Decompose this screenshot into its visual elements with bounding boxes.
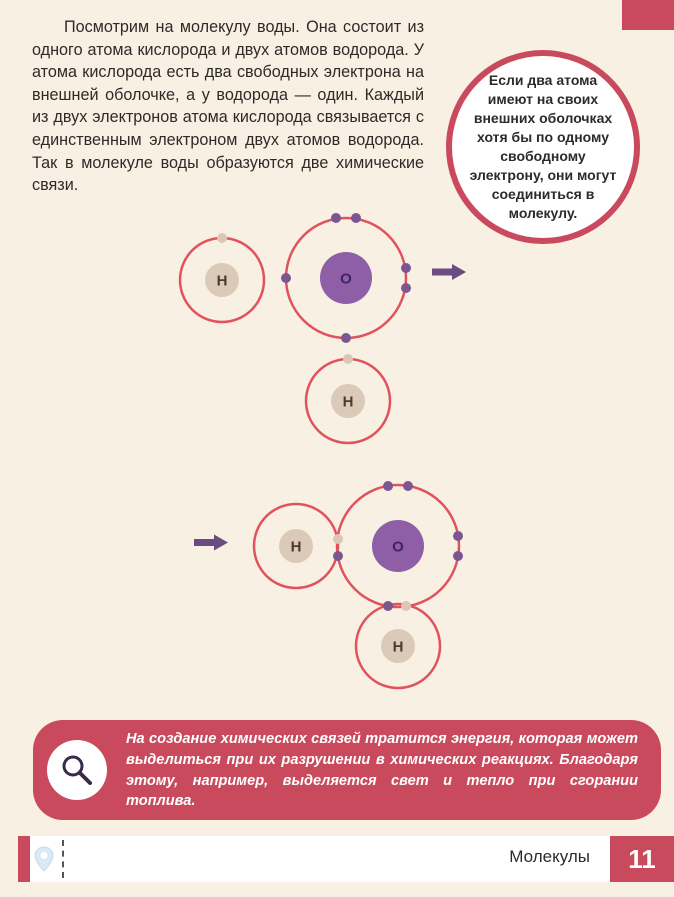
hydrogen-electron	[333, 534, 343, 544]
arrow-icon	[432, 264, 466, 280]
oxygen-electron	[453, 551, 463, 561]
oxygen-electron	[403, 481, 413, 491]
energy-note	[33, 720, 661, 820]
oxygen-electron	[331, 213, 341, 223]
page-footer	[18, 836, 674, 882]
hydrogen-electron	[343, 354, 353, 364]
section-title: Молекулы	[509, 847, 590, 866]
hydrogen-label: H	[216, 272, 228, 290]
footer-accent-bar	[18, 836, 30, 882]
magnifier-icon	[60, 753, 94, 787]
oxygen-electron	[453, 531, 463, 541]
oxygen-electron	[401, 263, 411, 273]
note-icon-circle	[47, 740, 107, 800]
oxygen-electron	[401, 283, 411, 293]
oxygen-electron	[383, 601, 393, 611]
page-number: 11	[610, 836, 674, 882]
hydrogen-label: H	[392, 638, 404, 656]
footer-divider	[62, 840, 64, 878]
diagram-after	[194, 481, 463, 688]
location-pin-icon	[34, 846, 54, 872]
arrow-icon	[194, 535, 228, 551]
oxygen-electron	[281, 273, 291, 283]
hydrogen-label: H	[290, 538, 302, 556]
oxygen-electron	[351, 213, 361, 223]
diagram-before	[180, 213, 466, 443]
intro-paragraph: Посмотрим на молекулу воды. Она состоит из одного атома кислорода и двух атомов водорода. У атома кислорода есть два свободных электрона на внешней оболочке, а у водорода — один. Каждый из двух электронов атома кислорода связывается с единственным электроном двух атомов водорода. Так в молекуле воды образуются две химические связи.	[32, 18, 424, 195]
oxygen-electron	[341, 333, 351, 343]
hydrogen-label: H	[342, 393, 354, 411]
oxygen-label: O	[340, 270, 352, 288]
hydrogen-electron	[217, 233, 227, 243]
note-text: На создание химических связей тратится энергия, которая может выделиться при их разрушении в химических реакциях. Благодаря этому, например, выделяется свет и тепло при сгорании топлива.	[126, 731, 638, 810]
oxygen-electron	[383, 481, 393, 491]
oxygen-electron	[333, 551, 343, 561]
hydrogen-electron	[401, 601, 411, 611]
callout-text: Если два атома имеют на своих внешних оболочках хотя бы по одному свободному электрону, они могут соединиться в молекулу.	[469, 72, 617, 221]
oxygen-label: O	[392, 538, 404, 556]
